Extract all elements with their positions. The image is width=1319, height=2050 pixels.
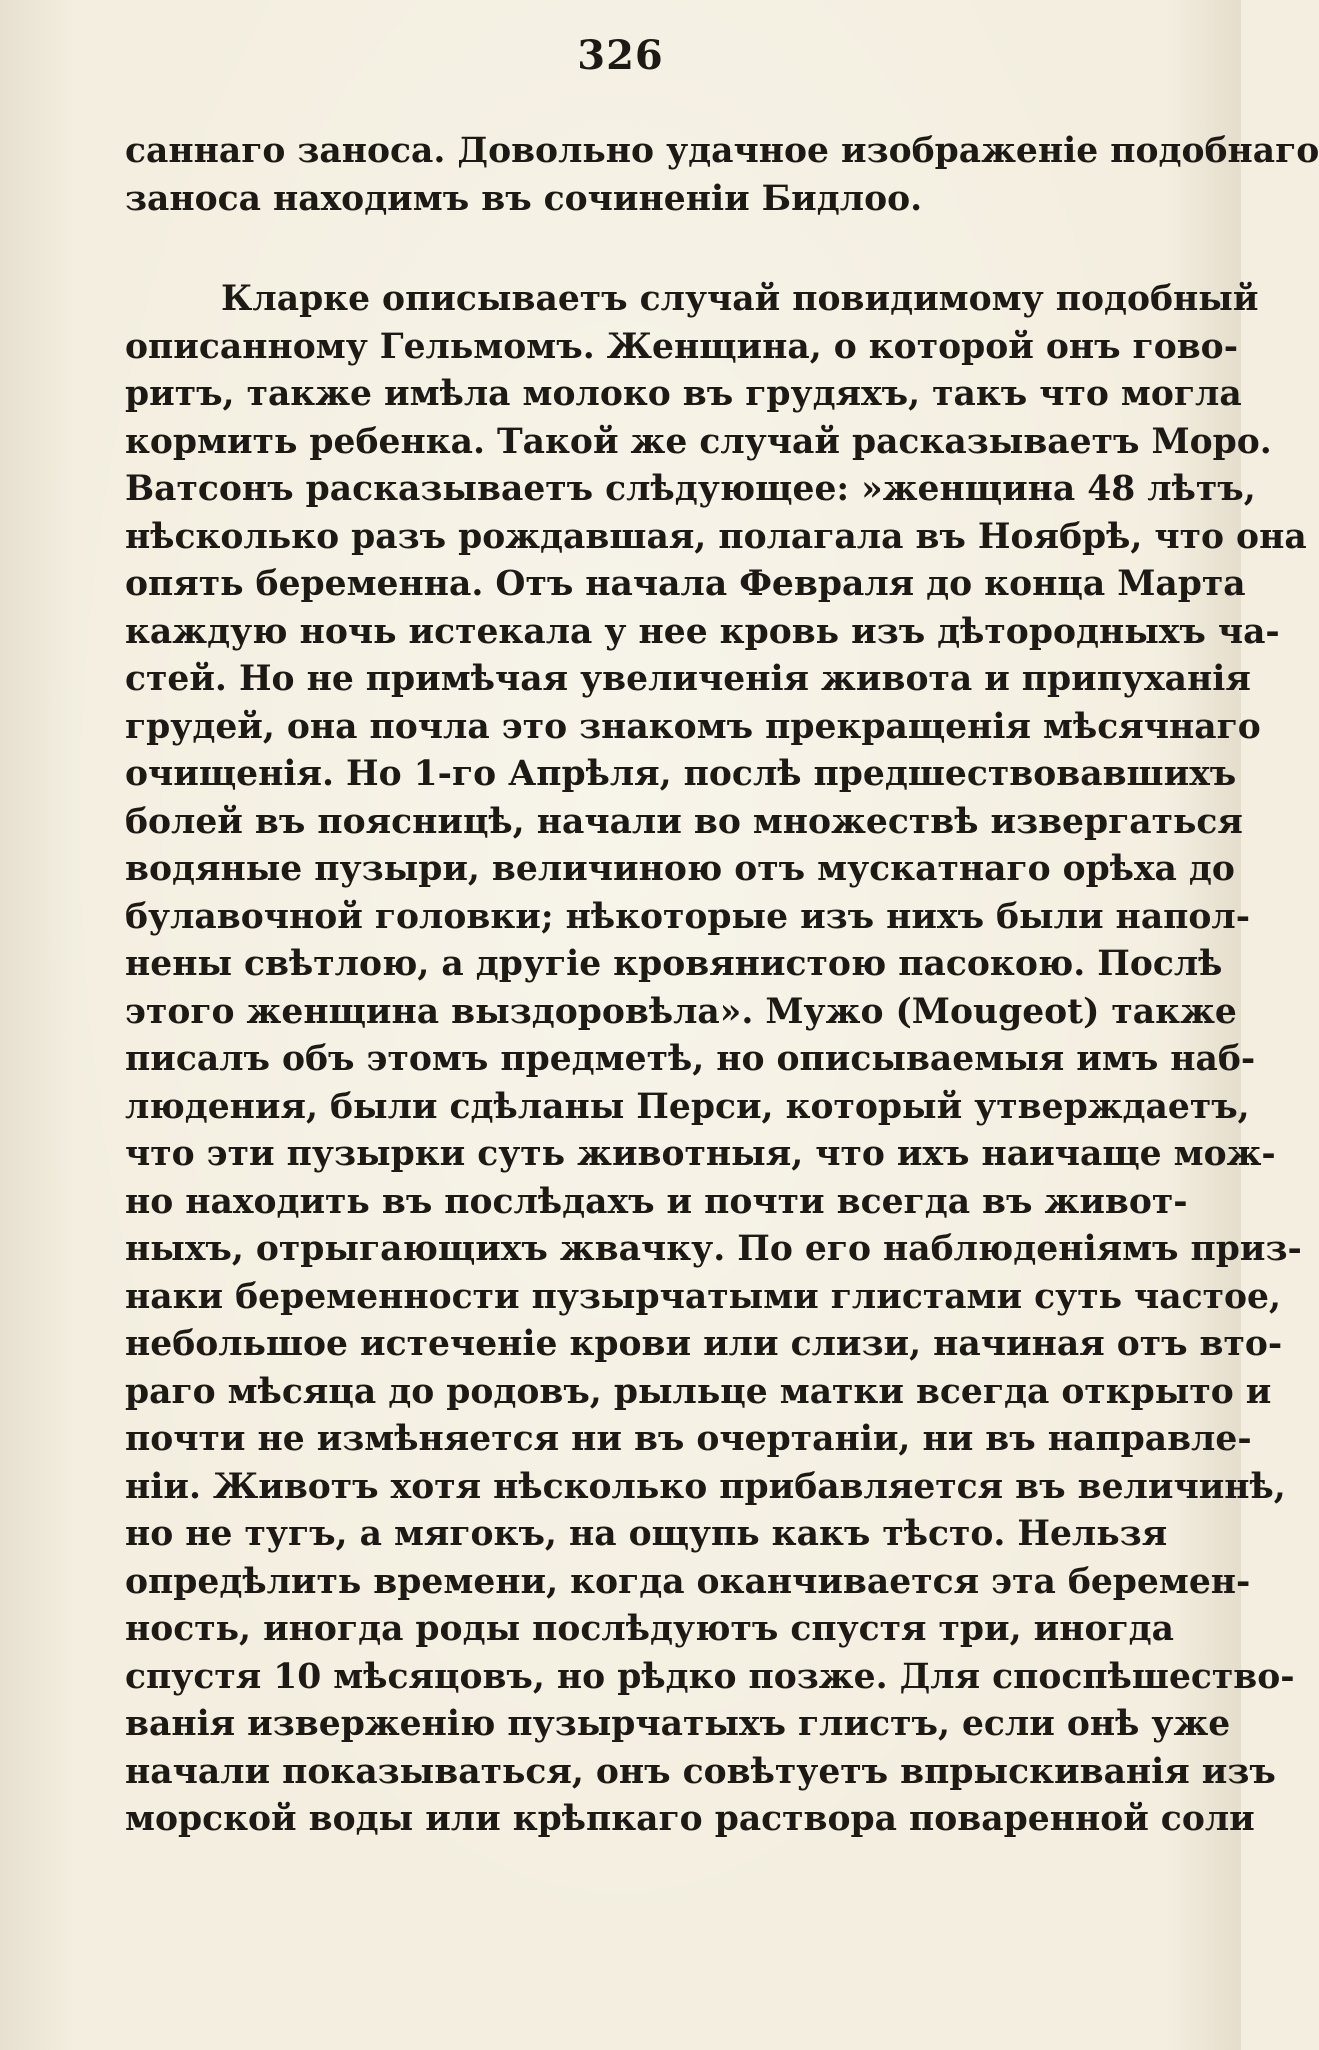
text-line: спустя 10 мѣсяцовъ, но рѣдко позже. Для споспѣшество- xyxy=(125,1656,1295,1697)
text-line: нѣсколько разъ рождавшая, полагала въ Ноябрѣ, что она xyxy=(125,516,1307,557)
text-line: что эти пузырки суть животныя, что ихъ наичаще мож- xyxy=(125,1134,1276,1174)
text-line: описанному Гельмомъ. Женщина, о которой онъ гово- xyxy=(125,326,1239,367)
text-line: небольшое истеченіе крови или слизи, начиная отъ вто- xyxy=(125,1324,1283,1364)
text-line: писалъ объ этомъ предметѣ, но описываемыя имъ наб- xyxy=(125,1039,1256,1079)
text-line: ныхъ, отрыгающихъ жвачку. По его наблюденіямъ приз- xyxy=(125,1229,1302,1269)
paragraph-1 xyxy=(125,128,1319,223)
text-line: каждую ночь истекала у нее кровь изъ дѣтородныхъ ча- xyxy=(125,611,1280,652)
text-line: этого женщина выздоровѣла». Мужо (Mougeot) также xyxy=(125,991,1237,1032)
text-line: людения, были сдѣланы Перси, который утверждаетъ, xyxy=(125,1086,1250,1127)
text-line: почти не измѣняется ни въ очертаніи, ни въ направле- xyxy=(125,1419,1252,1459)
text-line: опять беременна. Отъ начала Февраля до конца Марта xyxy=(125,564,1246,604)
paragraph-2 xyxy=(125,276,1307,1844)
text-line: Ватсонъ расказываетъ слѣдующее: »женщина 48 лѣтъ, xyxy=(125,469,1256,509)
text-line: ритъ, также имѣла молоко въ грудяхъ, такъ что могла xyxy=(125,374,1242,414)
text-line: раго мѣсяца до родовъ, рыльце матки всегда открыто и xyxy=(125,1371,1272,1412)
text-line: водяные пузыри, величиною отъ мускатнаго орѣха до xyxy=(125,849,1235,889)
text-line: стей. Но не примѣчая увеличенія живота и припуханія xyxy=(125,659,1251,699)
text-line: но не тугъ, а мягокъ, на ощупь какъ тѣсто. Нельзя xyxy=(125,1514,1168,1554)
text-line: саннаго заноса. Довольно удачное изображеніе подобнаго xyxy=(125,131,1319,171)
text-line: ванія изверженію пузырчатыхъ глистъ, если онѣ уже xyxy=(125,1704,1231,1744)
text-line: очищенія. Но 1-го Апрѣля, послѣ предшествовавшихъ xyxy=(125,754,1237,794)
text-line: нены свѣтлою, а другіе кровянистою пасокою. Послѣ xyxy=(125,944,1223,984)
text-line: ніи. Животъ хотя нѣсколько прибавляется въ величинѣ, xyxy=(125,1466,1286,1507)
text-line: морской воды или крѣпкаго раствора поваренной соли xyxy=(125,1799,1255,1839)
text-line: кормить ребенка. Такой же случай расказываетъ Моро. xyxy=(125,421,1272,462)
text-line: ность, иногда роды послѣдуютъ спустя три, иногда xyxy=(125,1609,1174,1649)
text-line: но находить въ послѣдахъ и почти всегда въ живот- xyxy=(125,1181,1188,1222)
text-line: грудей, она почла это знакомъ прекращенія мѣсячнаго xyxy=(125,706,1261,747)
text-line: булавочной головки; нѣкоторые изъ нихъ были напол- xyxy=(125,896,1251,937)
text-line: наки беременности пузырчатыми глистами суть частое, xyxy=(125,1276,1281,1317)
text-line: болей въ поясницѣ, начали во множествѣ извергаться xyxy=(125,801,1243,842)
text-line: опредѣлить времени, когда оканчивается эта беремен- xyxy=(125,1561,1251,1602)
text-line: Кларке описываетъ случай повидимому подобный xyxy=(221,279,1259,319)
text-line: заноса находимъ въ сочиненіи Бидлоо. xyxy=(125,178,923,219)
text-line: начали показываться, онъ совѣтуетъ впрыскиванія изъ xyxy=(125,1751,1276,1792)
page-number: 326 xyxy=(577,32,664,79)
